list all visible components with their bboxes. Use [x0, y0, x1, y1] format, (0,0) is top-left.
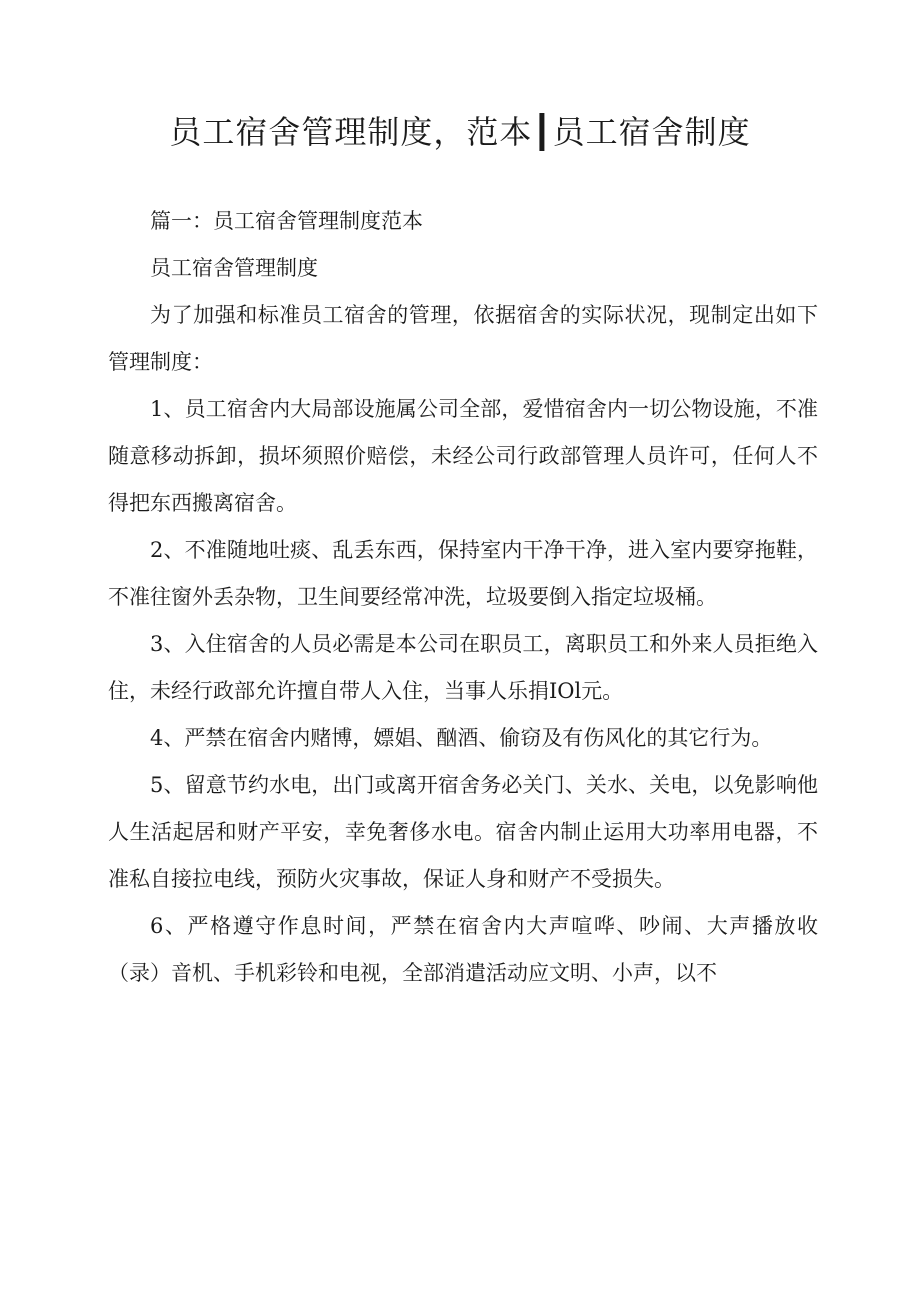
document-title: 员工宿舍管理制度，范本┃员工宿舍制度 — [169, 113, 751, 151]
intro-paragraph: 为了加强和标准员工宿舍的管理，依据宿舍的实际状况，现制定出如下管理制度： — [108, 303, 818, 374]
rule-paragraph-3: 3、入住宿舍的人员必需是本公司在职员工，离职员工和外来人员拒绝入住，未经行政部允许擅自带人入住，当事人乐捐IOl元。 — [108, 632, 818, 703]
section-heading: 篇一：员工宿舍管理制度范本 — [150, 209, 423, 233]
rule-paragraph-1: 1、员工宿舍内大局部设施属公司全部，爱惜宿舍内一切公物设施，不准随意移动拆卸，损坏须照价赔偿，未经公司行政部管理人员许可，任何人不得把东西搬离宿舍。 — [108, 397, 818, 515]
rule-paragraph-5: 5、留意节约水电，出门或离开宿舍务必关门、关水、关电，以免影响他人生活起居和财产平安，幸免奢侈水电。宿舍内制止运用大功率用电器，不准私自接拉电线，预防火灾事故，保证人身和财产不受损失。 — [108, 773, 818, 891]
rule-paragraph-4: 4、严禁在宿舍内赌博，嫖娼、酗酒、偷窃及有伤风化的其它行为。 — [150, 726, 773, 750]
subsection-heading: 员工宿舍管理制度 — [150, 256, 318, 280]
rule-paragraph-6: 6、严格遵守作息时间，严禁在宿舍内大声喧哗、吵闹、大声播放收（录）音机、手机彩铃和电视，全部消遣活动应文明、小声，以不 — [108, 914, 818, 985]
rule-paragraph-2: 2、不准随地吐痰、乱丢东西，保持室内干净干净，进入室内要穿拖鞋，不准往窗外丢杂物，卫生间要经常冲洗，垃圾要倒入指定垃圾桶。 — [108, 538, 818, 609]
document-body — [108, 198, 818, 997]
